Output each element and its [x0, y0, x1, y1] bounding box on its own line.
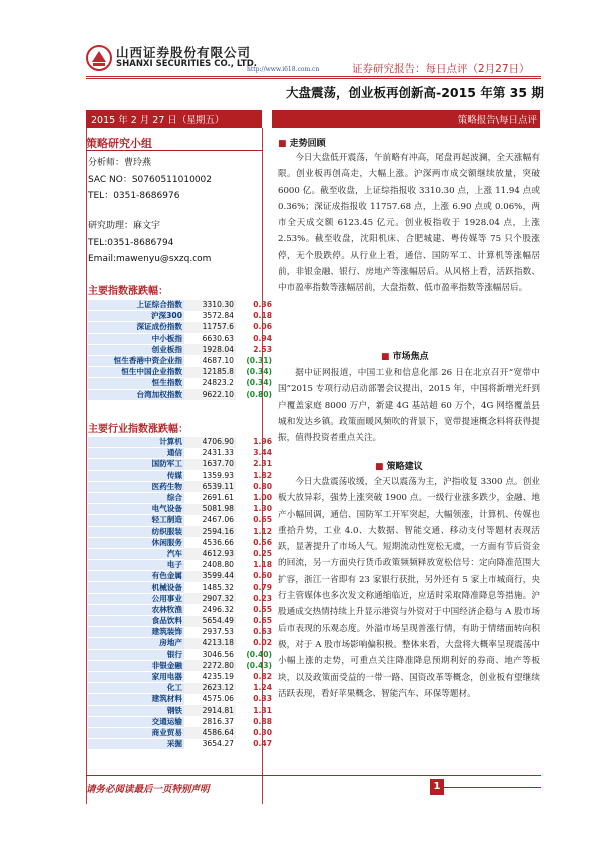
row-change: 1.82 [253, 470, 272, 480]
row-change: 0.18 [253, 311, 272, 321]
row-name: 汽车 [88, 548, 184, 559]
row-change: 0.79 [253, 582, 272, 592]
row-name: 纺织服装 [88, 526, 184, 537]
row-change: 0.65 [253, 515, 272, 525]
report-category: 策略报告\每日点评 [457, 115, 537, 126]
row-value: 2907.32 [184, 593, 236, 604]
row-value: 2914.81 [184, 705, 236, 716]
analyst-info [88, 155, 212, 205]
row-value: 3599.44 [184, 571, 236, 582]
row-value: 11757.6 [184, 322, 236, 333]
section-strategy-heading: ■ 策略建议 [375, 462, 423, 472]
assistant-email: Email:mawenyu@sxzq.com [88, 254, 212, 264]
row-change: 1.31 [253, 705, 272, 715]
row-change: 1.00 [253, 493, 272, 503]
assistant-tel: TEL:0351-8686794 [88, 237, 174, 248]
row-change: 0.94 [253, 333, 272, 343]
row-value: 3310.30 [184, 300, 236, 311]
table-row [88, 526, 274, 537]
row-name: 家用电器 [88, 671, 184, 682]
row-name: 公用事业 [88, 593, 184, 604]
table-row [88, 604, 274, 615]
table-row [88, 355, 274, 366]
row-value: 24823.2 [202, 378, 234, 388]
row-change: 1.12 [253, 526, 272, 536]
row-name: 恒生香港中资企业指 [88, 355, 184, 366]
table-row [88, 492, 274, 503]
row-change: 0.25 [253, 548, 272, 558]
row-change: (0.40) [246, 649, 272, 659]
row-name: 沪深300 [88, 311, 184, 322]
index-table-title: 主要指数涨跌幅： [88, 286, 168, 297]
row-value: 5081.98 [184, 504, 236, 515]
row-name: 国防军工 [88, 459, 184, 470]
row-name: 房地产 [88, 638, 184, 649]
row-name: 轻工制造 [88, 515, 184, 526]
row-name: 休闲服务 [88, 537, 184, 548]
row-name: 建筑材料 [88, 694, 184, 705]
table-row [88, 739, 274, 750]
section-bullet-icon: ■ [278, 139, 290, 149]
row-name: 电子 [88, 560, 184, 571]
table-row [88, 389, 274, 400]
row-change: 0.56 [253, 537, 272, 547]
row-name: 化工 [88, 683, 184, 694]
section-strategy-text: 今日大盘震荡收缓，全天以震荡为主，沪指收复 3300 点。创业板大放异彩，强势上涨突破 1900 点。一级行业涨多跌少，金融、地产小幅回调，通信、国防军工开军突起，大幅领涨，计算机、传媒也重拾升势，工业 4.0、大数据、智能交通、移动支付等题材表现活跃，显著提升了市场人气。短期流动性宽松无虞，一方面有节后资金的回流，另一方面央行货币政策频频释放宽松信号：定向降准范围大扩容，浙江一省即有 23 家银行获批，另外还有 5 家上市城商行，央行主管媒体也多次发文称通缩临近，应适时采取降准降息等措施。沪股通成交热情持续上升显示港资与外资对于中国经济企稳与 A 股市场后市表现的乐观态度。外溢市场呈现普涨行情，有助于情绪面转向积极，对于 A 股市场影响偏积极。整体来看，大盘将大概率呈现震荡中小幅上涨的走势，可重点关注降准降息预期利好的券商、地产等板块，以及政策面受益的一带一路、国资改革等概念，创业板有望继续活跃表现，看好苹果概念、智能汽车、环保等题材。 [278, 477, 540, 699]
section-market-text: 据中证网报道，中国工业和信息化部 26 日在北京召开“宽带中国”2015 专项行动启动部署会议提出，2015 年，中国将新增光纤到户覆盖家庭 8000 万户，新建 4G 基站超 60 万个，4G 网络覆盖县城和发达乡镇。政策面暖风频吹的背景下，宽带提速概念料将获得提振，值得投资者重点关注。 [278, 368, 540, 444]
row-value: 3046.56 [202, 649, 234, 659]
page-number-line [444, 787, 541, 788]
section-bullet-icon: ■ [375, 462, 387, 472]
row-name: 通信 [88, 448, 184, 459]
row-name: 创业板指 [88, 344, 184, 355]
row-name: 计算机 [88, 437, 184, 448]
row-change: 0.63 [253, 627, 272, 637]
header-divider-secondary [86, 78, 541, 79]
row-value: 4213.18 [184, 638, 236, 649]
row-value: 3572.84 [202, 311, 234, 321]
research-group-title: 策略研究小组 [86, 137, 152, 150]
row-change: 3.44 [253, 448, 272, 458]
row-change: 1.24 [253, 683, 272, 693]
row-value: 2467.06 [202, 515, 234, 525]
analyst-sac: SAC NO：S0760511010002 [88, 174, 212, 185]
table-row [88, 593, 274, 604]
report-type: 证券研究报告：每日点评（2月27日） [352, 63, 530, 75]
table-row [88, 649, 274, 660]
table-row [88, 638, 274, 649]
table-row [88, 694, 274, 705]
table-row [88, 322, 274, 333]
row-name: 上证综合指数 [88, 300, 184, 311]
row-change: (0.31) [246, 356, 272, 366]
row-name: 采掘 [88, 739, 184, 750]
row-value: 4612.93 [184, 548, 236, 559]
report-date: 2015 年 2 月 27 日（星期五） [91, 115, 225, 126]
header-divider [86, 76, 541, 77]
company-name-en: SHANXI SECURITIES CO., LTD. [116, 59, 258, 69]
row-change: 0.30 [253, 727, 272, 737]
row-name: 商业贸易 [88, 727, 184, 738]
row-value: 4235.19 [202, 672, 234, 682]
row-change: (0.34) [246, 378, 272, 388]
row-change: 0.55 [253, 604, 272, 614]
table-row [88, 333, 274, 344]
row-value: 2496.32 [202, 604, 234, 614]
industry-table [88, 437, 274, 750]
row-value: 4575.06 [202, 694, 234, 704]
table-row [88, 582, 274, 593]
row-change: 0.06 [253, 322, 272, 332]
section-market-heading: ■ 市场焦点 [381, 352, 429, 362]
row-name: 综合 [88, 492, 184, 503]
table-row [88, 367, 274, 378]
row-value: 1637.70 [184, 459, 236, 470]
row-name: 农林牧渔 [88, 604, 184, 615]
table-row [88, 378, 274, 389]
row-value: 6539.11 [184, 481, 236, 492]
row-value: 9622.10 [184, 389, 236, 400]
row-name: 传媒 [88, 470, 184, 481]
table-row [88, 470, 274, 481]
table-row [88, 515, 274, 526]
row-name: 恒生中国企业指数 [88, 367, 184, 378]
row-name: 交通运输 [88, 716, 184, 727]
row-value: 4536.66 [202, 537, 234, 547]
row-change: 0.60 [253, 571, 272, 581]
row-value: 5654.49 [184, 616, 236, 627]
table-row [88, 560, 274, 571]
row-value: 1485.32 [202, 582, 234, 592]
row-change: (0.80) [246, 389, 272, 399]
row-name: 有色金属 [88, 571, 184, 582]
row-value: 4687.10 [202, 356, 234, 366]
row-change: (0.34) [246, 367, 272, 377]
row-change: 0.88 [253, 716, 272, 726]
table-row [88, 616, 274, 627]
row-change: 1.96 [253, 437, 272, 447]
row-change: 1.30 [253, 504, 272, 514]
company-url[interactable]: http://www.i618.com.cn [247, 66, 320, 73]
page-number: 1 [430, 779, 444, 795]
row-value: 2623.12 [184, 683, 236, 694]
row-value: 1928.04 [184, 344, 236, 355]
row-value: 4706.90 [184, 437, 236, 448]
row-name: 非银金融 [88, 660, 184, 671]
table-row [88, 571, 274, 582]
row-change: 0.80 [253, 481, 272, 491]
row-name: 建筑装饰 [88, 627, 184, 638]
row-change: 0.33 [253, 694, 272, 704]
group-divider [86, 150, 262, 151]
section-review-heading: ■ 走势回顾 [278, 139, 326, 149]
row-value: 2431.33 [202, 448, 234, 458]
row-name: 深证成份指数 [88, 322, 184, 333]
row-change: 0.65 [253, 616, 272, 626]
row-change: 0.47 [253, 739, 272, 749]
row-name: 台湾加权指数 [88, 389, 184, 400]
table-row [88, 671, 274, 682]
table-row [88, 481, 274, 492]
table-row [88, 660, 274, 671]
row-change: (0.43) [246, 660, 272, 670]
company-name-cn: 山西证券股份有限公司 [116, 45, 252, 60]
table-row [88, 344, 274, 355]
page-title: 大盘震荡，创业板再创新高-2015 年第 35 期 [286, 85, 544, 100]
row-value: 2816.37 [202, 716, 234, 726]
row-change: 0.23 [253, 593, 272, 603]
table-row [88, 437, 274, 448]
row-value: 2594.16 [184, 526, 236, 537]
assistant-name: 研究助理：麻文宇 [88, 221, 161, 231]
analyst-name: 分析师：曹玲燕 [88, 158, 152, 168]
row-name: 机械设备 [88, 582, 184, 593]
industry-table-title: 主要行业指数涨跌幅： [88, 424, 188, 435]
row-name: 中小板指 [88, 333, 184, 344]
row-change: 2.31 [253, 459, 272, 469]
row-name: 银行 [88, 649, 184, 660]
analyst-tel: TEL：0351-8686976 [88, 191, 180, 201]
assistant-info [88, 218, 211, 268]
row-value: 2408.80 [202, 560, 234, 570]
table-row [88, 459, 274, 470]
row-value: 2937.53 [202, 627, 234, 637]
company-logo-icon [86, 45, 112, 71]
table-row [88, 504, 274, 515]
row-value: 4586.64 [184, 727, 236, 738]
row-change: 0.36 [253, 300, 272, 310]
row-name: 钢铁 [88, 705, 184, 716]
row-value: 12185.8 [184, 367, 236, 378]
table-row [88, 311, 274, 322]
index-table [88, 300, 274, 401]
row-value: 3654.27 [202, 739, 234, 749]
row-value: 6630.63 [202, 333, 234, 343]
row-change: 1.18 [253, 560, 272, 570]
section-bullet-icon: ■ [381, 352, 393, 362]
row-name: 恒生指数 [88, 378, 184, 389]
row-change: 0.02 [253, 638, 272, 648]
row-value: 1359.93 [202, 470, 234, 480]
section-review-text: 今日大盘低开震荡，午前略有冲高，尾盘再起波澜，全天涨幅有限。创业板再创高走，大幅上涨。沪深两市成交额继续放量，突破 6000 亿。截至收盘，上证综指报收 3310.30 点，上涨 11.94 点或 0.36%；深证成指报收 11757.68 点，上涨 6.90 点或 0.06%，两市全天成交额 6123.45 亿元。创业板指收于 1928.04 点，上涨 2.53%。截至收盘，沈阳机床、合肥城建、粤传媒等 75 只个股涨停，无个股跌停。从行业上看，通信、国防军工、计算机等涨幅居前，非银金融、银行、房地产等涨幅居后。从风格上看，活跃指数、中市盈率指数等涨幅居前，大盘指数、低市盈率指数等涨幅居后。 [278, 153, 540, 294]
row-change: 0.82 [253, 672, 272, 682]
row-name: 食品饮料 [88, 616, 184, 627]
table-row [88, 548, 274, 559]
footer-divider [86, 775, 541, 776]
row-change: 2.53 [253, 344, 272, 354]
row-name: 电气设备 [88, 504, 184, 515]
table-row [88, 448, 274, 459]
table-row [88, 705, 274, 716]
table-row [88, 727, 274, 738]
row-value: 2691.61 [202, 493, 234, 503]
table-row [88, 683, 274, 694]
left-column-border [86, 128, 87, 804]
table-row [88, 300, 274, 311]
row-name: 医药生物 [88, 481, 184, 492]
table-row [88, 537, 274, 548]
table-row [88, 627, 274, 638]
table-row [88, 716, 274, 727]
disclaimer-note: 请务必阅读最后一页特别声明 [86, 784, 210, 795]
row-value: 2272.80 [184, 660, 236, 671]
